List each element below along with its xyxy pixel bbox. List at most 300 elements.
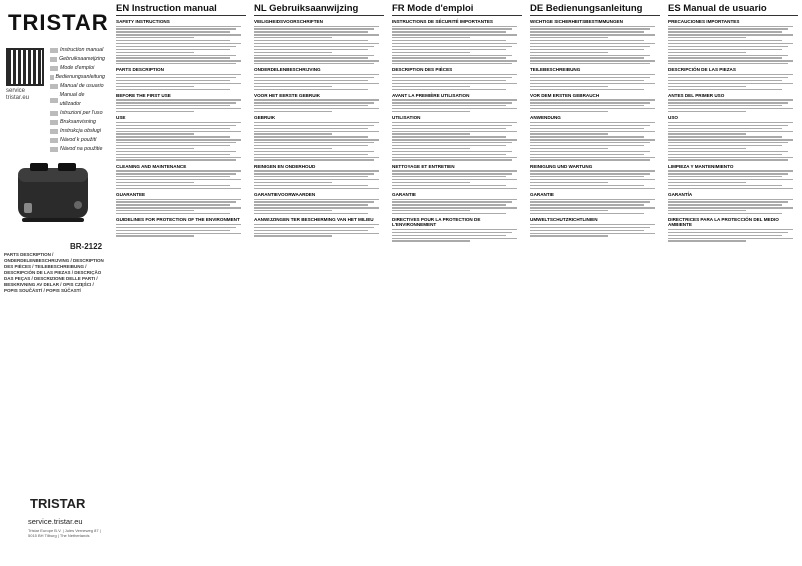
text-line: [254, 46, 374, 47]
text-line: [392, 55, 512, 56]
text-line: [116, 46, 236, 47]
text-line: [392, 131, 517, 132]
text-line: [116, 37, 194, 38]
text-line: [530, 37, 608, 38]
section-body-text: [116, 74, 246, 90]
text-line: [116, 105, 230, 106]
section-body-text: [254, 170, 384, 189]
text-line: [254, 210, 332, 211]
text-line: [116, 145, 230, 146]
text-line: [668, 108, 793, 109]
text-line: [116, 151, 236, 152]
text-line: [254, 49, 368, 50]
text-line: [392, 210, 470, 211]
text-line: [668, 148, 746, 149]
text-line: [254, 142, 374, 143]
section-body-text: [530, 122, 660, 161]
section-body-text: [668, 199, 798, 215]
text-line: [530, 224, 655, 225]
qr-code-icon: [6, 48, 44, 86]
text-line: [254, 173, 374, 174]
text-line: [668, 57, 782, 58]
section-heading: REINIGEN EN ONDERHOUD: [254, 163, 316, 169]
text-line: [254, 213, 368, 214]
manual-list-label: Gebruiksaanwijzing: [59, 56, 105, 62]
text-line: [254, 26, 379, 27]
section-body-text: [254, 26, 384, 65]
text-line: [116, 173, 236, 174]
section-body-text: [668, 99, 798, 112]
text-line: [530, 210, 608, 211]
text-line: [668, 77, 788, 78]
text-line: [668, 105, 782, 106]
manual-list-label: Manual de usuario: [60, 83, 104, 89]
text-line: [254, 80, 368, 81]
section-body-text: [392, 229, 522, 242]
section-body-text: [116, 170, 246, 189]
text-line: [116, 227, 236, 228]
text-line: [530, 55, 650, 56]
text-line: [392, 125, 512, 126]
manual-list-item: [50, 46, 105, 55]
section-heading: SAFETY INSTRUCTIONS: [116, 19, 170, 24]
text-line: [392, 77, 512, 78]
text-line: [254, 230, 368, 231]
section-body-text: [530, 74, 660, 90]
text-line: [668, 213, 782, 214]
section-body-text: [116, 99, 246, 112]
manual-list-label: Návod k použití: [60, 137, 97, 143]
text-line: [116, 139, 241, 140]
flag-icon: [50, 120, 58, 125]
text-line: [116, 86, 194, 87]
manual-list-item: [50, 55, 105, 64]
flag-icon: [50, 75, 54, 80]
text-line: [254, 43, 379, 44]
text-line: [668, 37, 746, 38]
text-line: [668, 176, 782, 177]
text-line: [530, 227, 650, 228]
text-line: [668, 83, 793, 84]
section-heading: VOR DEM ERSTEN GEBRAUCH: [530, 92, 600, 98]
text-line: [254, 99, 379, 100]
text-line: [668, 157, 793, 158]
text-line: [116, 26, 241, 27]
section-body-text: [668, 26, 798, 65]
text-line: [116, 207, 241, 208]
section-heading: CLEANING AND MAINTENANCE: [116, 163, 187, 169]
text-line: [392, 40, 506, 41]
section-heading: PRECAUCIONES IMPORTANTES: [668, 19, 740, 24]
brand-logo: TRISTAR: [8, 10, 109, 35]
text-line: [254, 157, 379, 158]
section-heading: BEFORE THE FIRST USE: [116, 92, 171, 98]
text-line: [668, 235, 782, 236]
section-body-text: [254, 224, 384, 237]
text-line: [254, 227, 374, 228]
section-heading: VOOR HET EERSTE GEBRUIK: [254, 92, 321, 98]
section-body-text: [392, 122, 522, 161]
text-line: [254, 122, 379, 123]
text-line: [254, 170, 379, 171]
section-heading: WICHTIGE SICHERHEITSBESTIMMUNGEN: [530, 19, 623, 24]
text-line: [530, 31, 644, 32]
text-line: [530, 105, 644, 106]
text-line: [392, 139, 517, 140]
section-heading: GARANTIE: [530, 191, 554, 197]
text-line: [254, 52, 332, 53]
text-line: [116, 142, 236, 143]
column-title: FR Mode d'emploi: [392, 3, 522, 16]
text-line: [530, 80, 644, 81]
text-line: [254, 63, 374, 64]
text-line: [392, 102, 512, 103]
model-number: BR-2122: [70, 242, 103, 251]
column-title: DE Bedienungsanleitung: [530, 3, 660, 16]
text-line: [254, 34, 379, 35]
section-body-text: [392, 170, 522, 189]
text-line: [392, 232, 512, 233]
text-line: [116, 125, 236, 126]
section-heading: GARANTIE: [392, 191, 416, 197]
text-line: [530, 201, 650, 202]
text-line: [668, 49, 782, 50]
text-line: [668, 89, 782, 90]
text-line: [392, 170, 517, 171]
text-line: [530, 125, 650, 126]
text-line: [668, 111, 746, 112]
text-line: [392, 80, 506, 81]
text-line: [392, 154, 506, 155]
column-nl: [254, 0, 384, 566]
text-line: [530, 207, 655, 208]
section-heading: AANWIJZINGEN TER BESCHERMING VAN HET MILIEU: [254, 217, 374, 223]
text-line: [254, 37, 332, 38]
text-line: [116, 31, 230, 32]
text-line: [116, 74, 241, 75]
text-line: [530, 154, 644, 155]
text-line: [254, 145, 368, 146]
footer-url[interactable]: service.tristar.eu: [28, 517, 83, 526]
text-line: [392, 57, 506, 58]
text-line: [254, 86, 332, 87]
text-line: [116, 188, 241, 189]
text-line: [116, 111, 194, 112]
text-line: [392, 28, 512, 29]
text-line: [530, 34, 655, 35]
text-line: [530, 188, 655, 189]
text-line: [116, 43, 241, 44]
text-line: [116, 170, 241, 171]
text-line: [668, 136, 782, 137]
text-line: [116, 102, 236, 103]
text-line: [254, 55, 374, 56]
text-line: [530, 26, 655, 27]
text-line: [668, 63, 788, 64]
section-body-text: [668, 170, 798, 189]
manual-list-label: Instruction manual: [60, 47, 104, 53]
text-line: [254, 105, 368, 106]
text-line: [530, 159, 650, 160]
text-line: [116, 233, 241, 234]
section-body-text: [668, 229, 798, 242]
manual-list-item: [50, 118, 105, 127]
text-line: [668, 154, 782, 155]
text-line: [668, 60, 793, 61]
text-line: [116, 99, 241, 100]
text-line: [392, 238, 517, 239]
text-line: [254, 151, 374, 152]
section-heading: USO: [668, 115, 678, 121]
text-line: [392, 235, 506, 236]
text-line: [668, 52, 746, 53]
text-line: [116, 213, 230, 214]
manual-list-label: Návod na použitie: [60, 146, 103, 152]
text-line: [392, 122, 517, 123]
section-heading: DIRECTIVES POUR LA PROTECTION DE L'ENVIRONNEMENT: [392, 217, 481, 228]
text-line: [254, 89, 368, 90]
text-line: [392, 86, 470, 87]
text-line: [530, 86, 608, 87]
text-line: [392, 182, 470, 183]
text-line: [116, 80, 230, 81]
text-line: [530, 235, 608, 236]
text-line: [392, 240, 470, 241]
text-line: [392, 151, 512, 152]
text-line: [530, 108, 655, 109]
text-line: [668, 139, 793, 140]
section-heading: AVANT LA PREMIÈRE UTILISATION: [392, 92, 470, 98]
section-heading: INSTRUCTIONS DE SÉCURITÉ IMPORTANTES: [392, 19, 493, 24]
text-line: [392, 179, 517, 180]
text-line: [668, 128, 782, 129]
text-line: [530, 74, 655, 75]
text-line: [392, 128, 506, 129]
manual-list-label: Bedienungsanleitung: [55, 74, 105, 80]
section-body-text: [668, 74, 798, 90]
column-title: ES Manual de usuario: [668, 3, 798, 16]
text-line: [392, 159, 512, 160]
manual-list-item: [50, 64, 105, 73]
manual-language-list: [50, 46, 105, 154]
section-body-text: [530, 26, 660, 65]
text-line: [254, 60, 379, 61]
text-line: [254, 125, 374, 126]
text-line: [254, 154, 368, 155]
text-line: [254, 131, 379, 132]
section-heading: NETTOYAGE ET ENTRETIEN: [392, 163, 455, 169]
text-line: [530, 213, 644, 214]
text-line: [668, 74, 793, 75]
text-line: [668, 133, 746, 134]
manual-list-label: Istruzioni per l'uso: [60, 110, 103, 116]
text-line: [116, 34, 241, 35]
text-line: [392, 207, 517, 208]
text-line: [392, 142, 512, 143]
text-line: [116, 40, 230, 41]
section-heading: GEBRUIK: [254, 115, 276, 121]
section-heading: PARTS DESCRIPTION: [116, 67, 164, 73]
text-line: [392, 173, 512, 174]
text-line: [254, 108, 379, 109]
text-line: [392, 213, 506, 214]
text-line: [668, 102, 788, 103]
column-fr: [392, 0, 522, 566]
text-line: [116, 159, 236, 160]
text-line: [116, 230, 230, 231]
text-line: [116, 148, 194, 149]
cover-sidebar: [0, 0, 109, 566]
section-heading: LIMPIEZA Y MANTENIMIENTO: [668, 163, 734, 169]
text-line: [530, 28, 650, 29]
text-line: [392, 31, 506, 32]
toaster-image: [8, 143, 98, 233]
text-line: [530, 182, 608, 183]
text-line: [116, 136, 230, 137]
text-line: [530, 83, 655, 84]
text-line: [668, 28, 788, 29]
text-line: [392, 133, 470, 134]
column-title: NL Gebruiksaanwijzing: [254, 3, 384, 16]
text-line: [668, 238, 793, 239]
text-line: [116, 52, 194, 53]
text-line: [668, 131, 793, 132]
flag-icon: [50, 98, 58, 103]
text-line: [392, 43, 517, 44]
section-heading: ANTES DEL PRIMER USO: [668, 92, 725, 98]
text-line: [116, 210, 194, 211]
flag-icon: [50, 111, 58, 116]
text-line: [116, 55, 236, 56]
section-heading: GARANTIEVOORWAARDEN: [254, 191, 316, 197]
text-line: [392, 188, 517, 189]
section-heading: GUARANTEE: [116, 191, 146, 197]
text-line: [668, 99, 793, 100]
text-line: [530, 40, 644, 41]
text-line: [116, 77, 236, 78]
text-line: [254, 74, 379, 75]
text-line: [392, 83, 517, 84]
text-line: [392, 89, 506, 90]
text-line: [668, 43, 793, 44]
text-line: [668, 31, 782, 32]
text-line: [392, 111, 470, 112]
section-body-text: [254, 122, 384, 161]
text-line: [530, 122, 655, 123]
text-line: [392, 34, 517, 35]
text-line: [116, 28, 236, 29]
text-line: [668, 240, 746, 241]
column-de: [530, 0, 660, 566]
manual-list-item: [50, 127, 105, 136]
text-line: [668, 125, 788, 126]
text-line: [530, 173, 650, 174]
text-line: [668, 179, 793, 180]
text-line: [254, 133, 332, 134]
manual-list-item: [50, 73, 105, 82]
text-line: [116, 63, 236, 64]
text-line: [116, 108, 241, 109]
text-line: [530, 63, 650, 64]
text-line: [392, 74, 517, 75]
text-line: [392, 37, 470, 38]
text-line: [668, 80, 782, 81]
text-line: [254, 83, 379, 84]
text-line: [392, 60, 517, 61]
text-line: [254, 148, 332, 149]
text-line: [254, 185, 368, 186]
text-line: [530, 52, 608, 53]
text-line: [392, 157, 517, 158]
text-line: [116, 224, 241, 225]
text-line: [116, 154, 230, 155]
text-line: [392, 176, 506, 177]
text-line: [668, 34, 793, 35]
section-body-text: [116, 122, 246, 161]
text-line: [530, 111, 608, 112]
section-body-text: [116, 199, 246, 215]
section-body-text: [392, 26, 522, 65]
text-line: [392, 63, 512, 64]
flag-icon: [50, 84, 58, 89]
text-line: [668, 46, 788, 47]
text-line: [530, 142, 650, 143]
section-body-text: [530, 170, 660, 189]
text-line: [530, 128, 644, 129]
text-line: [392, 136, 506, 137]
text-line: [254, 28, 374, 29]
text-line: [668, 188, 793, 189]
section-body-text: [116, 26, 246, 65]
manual-list-label: Instrukcja obsługi: [60, 128, 101, 134]
text-line: [668, 182, 746, 183]
text-line: [116, 201, 236, 202]
text-line: [668, 185, 782, 186]
text-line: [530, 57, 644, 58]
text-line: [116, 157, 241, 158]
text-line: [116, 182, 194, 183]
text-line: [530, 233, 655, 234]
text-line: [254, 102, 374, 103]
text-line: [530, 136, 644, 137]
text-line: [254, 207, 379, 208]
text-line: [254, 188, 379, 189]
section-body-text: [530, 224, 660, 237]
section-body-text: [254, 199, 384, 215]
section-body-text: [392, 74, 522, 90]
text-line: [392, 201, 512, 202]
text-line: [116, 179, 241, 180]
text-line: [116, 89, 230, 90]
text-line: [254, 159, 374, 160]
flag-icon: [50, 66, 58, 71]
column-es: [668, 0, 798, 566]
text-line: [392, 105, 506, 106]
text-line: [668, 199, 793, 200]
text-line: [530, 131, 655, 132]
text-line: [668, 40, 782, 41]
flag-icon: [50, 57, 57, 62]
text-line: [116, 131, 241, 132]
text-line: [530, 185, 644, 186]
text-line: [116, 235, 194, 236]
text-line: [116, 57, 230, 58]
text-line: [668, 151, 788, 152]
text-line: [530, 49, 644, 50]
text-line: [668, 229, 793, 230]
section-heading: REINIGUNG UND WARTUNG: [530, 163, 593, 169]
text-line: [530, 60, 655, 61]
